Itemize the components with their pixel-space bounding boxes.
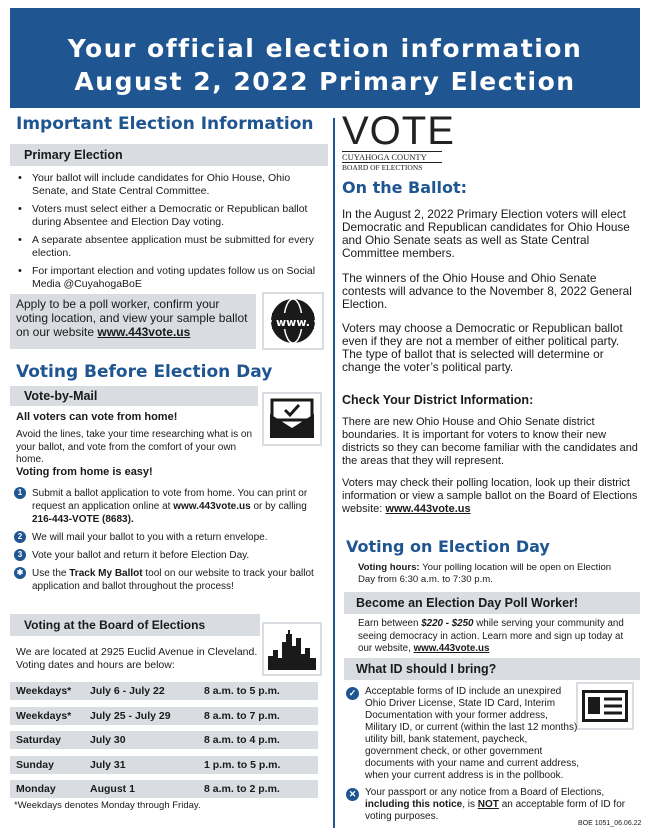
table-row xyxy=(10,682,318,700)
mail-steps-list xyxy=(14,487,318,598)
ballot-paragraph-1: In the August 2, 2022 Primary Election voters will elect Democratic and Republican candidates for Ohio House and Ohio Senate seats as well as State Central Committee members. xyxy=(342,207,630,260)
bullet-item: • For important election and voting updates follow us on Social Media @CuyahogaBoE xyxy=(10,265,320,291)
on-the-ballot-heading: On the Ballot: xyxy=(342,178,468,197)
x-mark-icon: ✕ xyxy=(346,788,359,801)
step-number: 3 xyxy=(14,549,26,561)
district-info-heading: Check Your District Information: xyxy=(342,393,534,407)
id-text: an acceptable form of ID for voting purposes. xyxy=(365,799,626,822)
voting-before-heading: Voting Before Election Day xyxy=(16,362,273,382)
vote-logo-text: VOTE xyxy=(342,109,455,153)
primary-election-bullets xyxy=(10,172,320,296)
step-text: tool on our website to track your ballot application and ballot throughout the process! xyxy=(32,568,314,592)
poll-worker-text xyxy=(358,618,634,656)
bullet-item: • Voters must select either a Democratic or Republican ballot during Absentee and Election Day voting. xyxy=(10,203,320,229)
row-hours: 8 a.m. to 7 p.m. xyxy=(204,709,280,722)
checkmark-icon: ✓ xyxy=(346,687,359,700)
district-text: Voters may check their polling location, look up their district information or view a sample ballot on the Board of Elections website: xyxy=(342,477,638,515)
row-dates: July 25 - July 29 xyxy=(90,709,171,722)
step-item xyxy=(14,531,318,544)
id-item xyxy=(344,686,580,782)
logo-county: CUYAHOGA COUNTY xyxy=(342,151,442,162)
www-icon-label: www. xyxy=(276,316,310,329)
avoid-lines-text: Avoid the lines, take your time researching what is on your ballot, and vote from the comfort of your own home. xyxy=(16,429,253,465)
step-number: 2 xyxy=(14,531,26,543)
row-dates: July 30 xyxy=(90,734,126,746)
district-paragraph-1: There are new Ohio House and Ohio Senate district boundaries. It is important for voters to know their new districts so they can become familiar with the candidates and the areas that they will represent. xyxy=(342,416,638,467)
row-hours: 8 a.m. to 5 p.m. xyxy=(204,685,280,697)
table-row xyxy=(10,731,318,749)
voting-hours-text xyxy=(358,562,630,586)
weekdays-footnote: *Weekdays denotes Monday through Friday. xyxy=(14,800,201,811)
id-text: Your passport or any notice from a Board of Elections, xyxy=(365,787,605,798)
row-hours: 1 p.m. to 5 p.m. xyxy=(204,758,281,771)
poll-worker-link[interactable]: www.443vote.us xyxy=(97,325,191,339)
row-day: Weekdays* xyxy=(16,709,72,722)
election-day-heading: Voting on Election Day xyxy=(346,537,550,556)
id-bar: What ID should I bring? xyxy=(344,658,640,680)
row-dates: August 1 xyxy=(90,783,135,795)
id-bold-text: including this notice xyxy=(365,799,463,810)
poll-worker-box xyxy=(10,294,256,349)
row-dates: July 31 xyxy=(90,758,126,771)
form-code: BOE 1051_06.06.22 xyxy=(578,820,642,827)
title-banner xyxy=(10,8,640,108)
row-day: Weekdays* xyxy=(16,685,72,697)
id-not-text: NOT xyxy=(477,799,499,810)
all-voters-text: All voters can vote from home! xyxy=(16,411,178,423)
board-hours-table xyxy=(10,682,318,805)
banner-line-1: Your official election information xyxy=(67,34,583,63)
step-number: ✱ xyxy=(14,567,26,579)
primary-election-bar: Primary Election xyxy=(10,144,328,166)
voting-hours-label: Voting hours: xyxy=(358,562,420,573)
step-phone: 216-443-VOTE (8683). xyxy=(32,514,134,525)
row-hours: 8 a.m. to 4 p.m. xyxy=(204,734,280,746)
row-dates: July 6 - July 22 xyxy=(90,685,165,697)
row-day: Monday xyxy=(16,783,56,795)
bullet-item: • Your ballot will include candidates for Ohio House, Ohio Senate, and State Central Committee. xyxy=(10,172,320,198)
globe-www-icon xyxy=(262,292,324,350)
id-text: Acceptable forms of ID include an unexpired Ohio Driver License, State ID Card, Interim Documentation with your former address, Military ID, or current (within the last 12 months) utility bill, bank statement, paycheck, government check, or other government documents with your name and current address, when your current address is in the pollbook. xyxy=(365,686,579,781)
vote-logo xyxy=(342,109,455,172)
earn-text: while serving your community and seeing democracy in action. Learn more and sign up today at our website, xyxy=(358,618,624,654)
table-row xyxy=(10,756,318,774)
step-url[interactable]: www.443vote.us xyxy=(173,501,251,512)
voting-hours-value: Your polling location will be open on Election Day from 6:30 a.m. to 7:30 p.m. xyxy=(358,562,612,585)
track-my-ballot-label: Track My Ballot xyxy=(69,568,143,579)
poll-worker-text: Apply to be a poll worker, confirm your voting location, and view your sample ballot on our website xyxy=(16,297,248,339)
earn-amount: $220 - $250 xyxy=(421,618,474,629)
column-divider xyxy=(333,118,335,828)
id-item xyxy=(344,787,632,823)
poll-worker-bar: Become an Election Day Poll Worker! xyxy=(344,592,640,614)
step-item xyxy=(14,549,318,562)
logo-board: BOARD OF ELECTIONS xyxy=(342,162,442,173)
row-day: Sunday xyxy=(16,758,54,771)
step-text: We will mail your ballot to you with a return envelope. xyxy=(32,532,268,543)
step-text: or by calling xyxy=(253,501,307,512)
vote-by-mail-bar: Vote-by-Mail xyxy=(10,386,258,406)
step-item xyxy=(14,567,318,593)
easy-text: Voting from home is easy! xyxy=(16,466,153,478)
id-text: , is xyxy=(462,799,476,810)
banner-line-2: August 2, 2022 Primary Election xyxy=(74,67,576,96)
city-skyline-icon xyxy=(262,622,322,676)
step-text: Use the xyxy=(32,568,67,579)
district-link[interactable]: www.443vote.us xyxy=(385,503,471,515)
board-location-text: We are located at 2925 Euclid Avenue in Cleveland. Voting dates and hours are below: xyxy=(16,646,258,671)
row-hours: 8 a.m. to 2 p.m. xyxy=(204,783,280,795)
step-item xyxy=(14,487,318,526)
important-info-heading: Important Election Information xyxy=(16,114,314,134)
earn-text: Earn between xyxy=(358,618,419,629)
step-text: Vote your ballot and return it before Election Day. xyxy=(32,550,250,561)
id-list xyxy=(344,686,632,823)
ballot-paragraph-3: Voters may choose a Democratic or Republican ballot even if they are not a member of either political party. The type of ballot that is selected will determine or change the voter’s political party. xyxy=(342,321,623,374)
ballot-paragraph-2: The winners of the Ohio House and Ohio Senate contests will advance to the November 8, 2022 General Election. xyxy=(342,271,632,311)
district-paragraph-2 xyxy=(342,477,638,516)
board-voting-bar: Voting at the Board of Elections xyxy=(10,614,260,636)
bullet-item: • A separate absentee application must be submitted for every election. xyxy=(10,234,320,260)
row-day: Saturday xyxy=(16,734,61,746)
table-row xyxy=(10,707,318,725)
step-text: Submit a ballot application to vote from home. You can print or request an application online at xyxy=(32,488,308,512)
poll-worker-link[interactable]: www.443vote.us xyxy=(413,643,490,654)
step-number: 1 xyxy=(14,487,26,499)
table-row xyxy=(10,780,318,798)
